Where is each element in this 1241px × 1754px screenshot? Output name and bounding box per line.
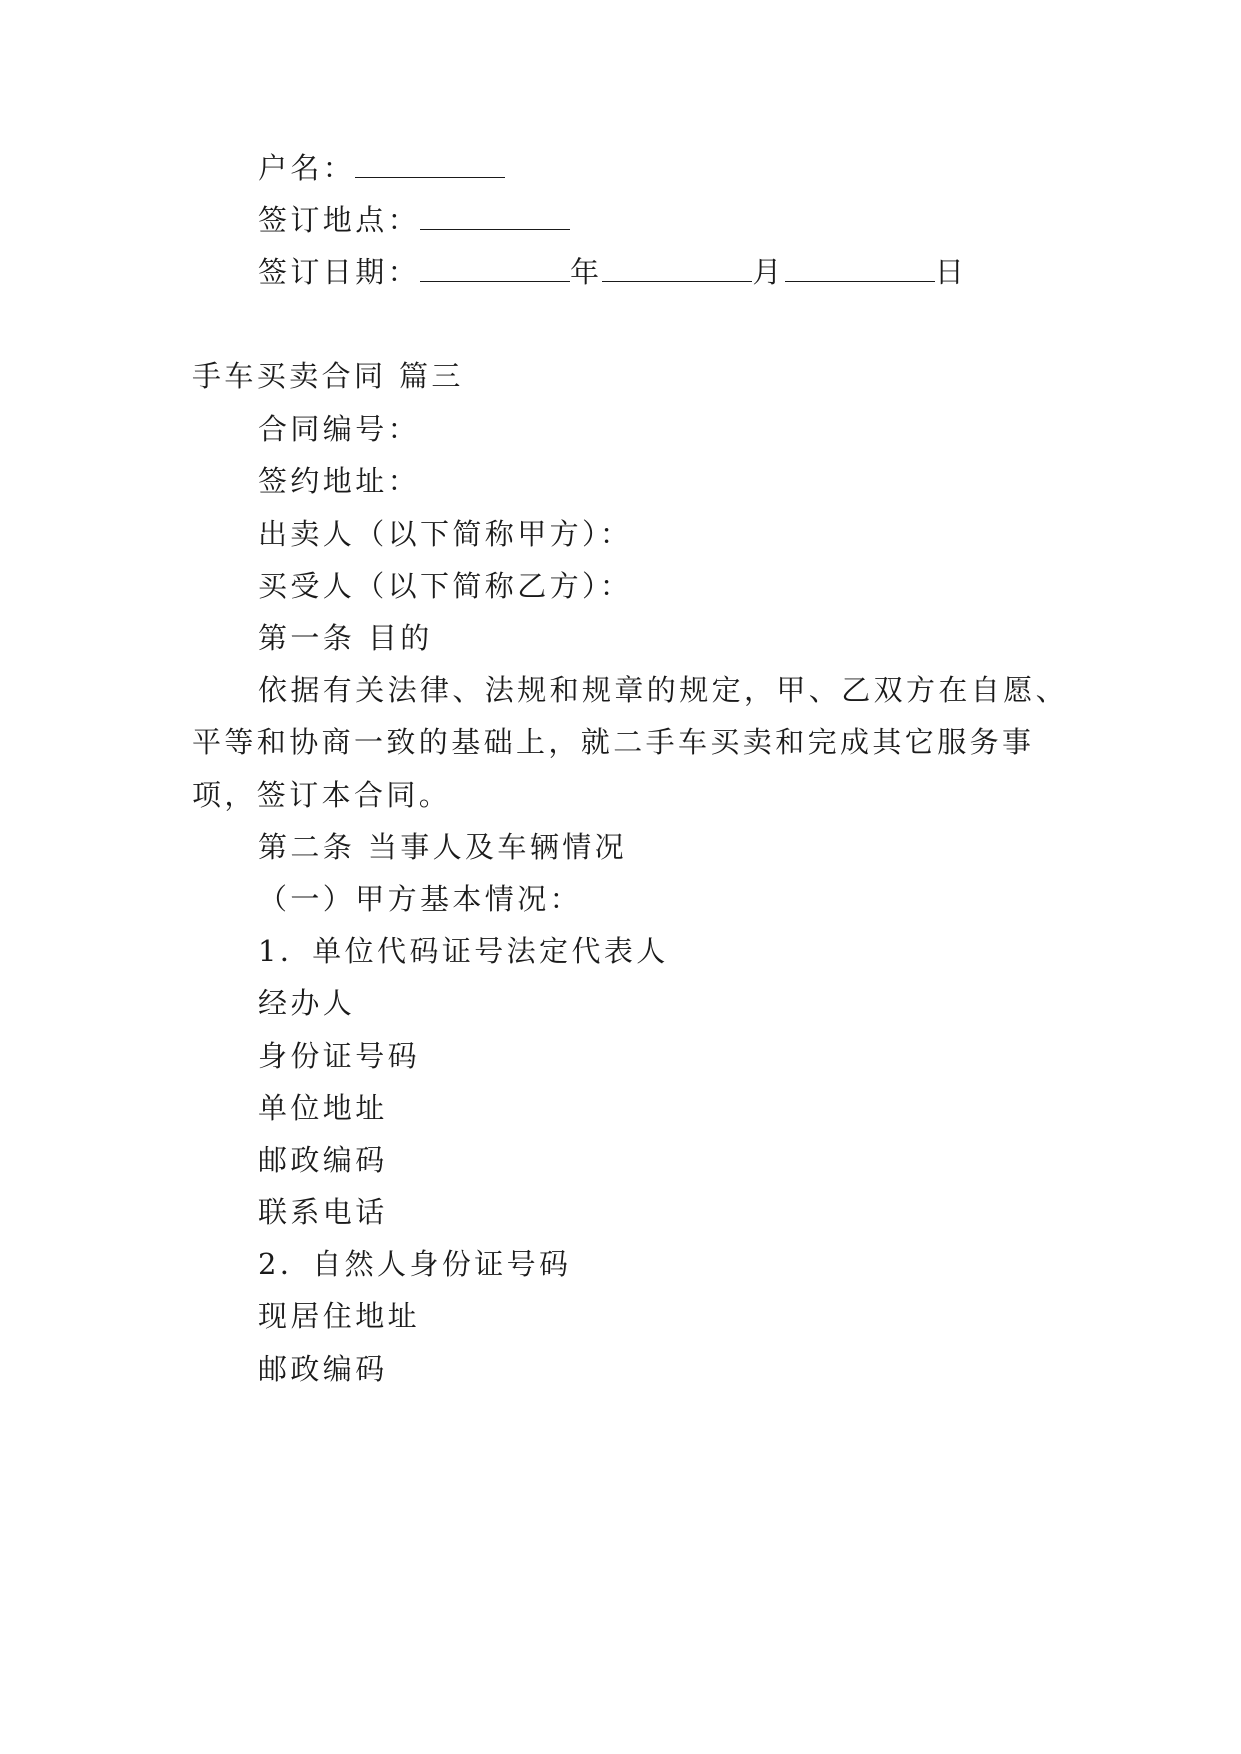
contract-title: 手车买卖合同 篇三 [192, 359, 464, 393]
month-label: 月 [752, 255, 785, 289]
account-name-label: 户名： [258, 151, 356, 185]
signing-place-blank [420, 207, 570, 230]
signing-place-label: 签订地点： [258, 203, 421, 237]
entity-info-line: 1．单位代码证号法定代表人 [258, 934, 669, 968]
id-number-label: 身份证号码 [258, 1039, 421, 1073]
buyer-label: 买受人（以下简称乙方）： [258, 569, 633, 603]
year-label: 年 [570, 255, 603, 289]
article1-heading: 第一条 目的 [258, 621, 433, 655]
phone-label: 联系电话 [258, 1195, 388, 1229]
day-label: 日 [934, 255, 968, 289]
article1-paragraph-line-2: 平等和协商一致的基础上，就二手车买卖和完成其它服务事 [192, 725, 1035, 759]
party-a-heading: （一）甲方基本情况： [258, 882, 583, 916]
account-name-blank [355, 155, 505, 178]
article2-heading: 第二条 当事人及车辆情况 [258, 830, 628, 864]
article1-paragraph-line-3: 项，签订本合同。 [192, 778, 452, 812]
signing-date-row [258, 255, 968, 289]
natural-person-line: 2．自然人身份证号码 [258, 1247, 572, 1281]
current-address-label: 现居住地址 [258, 1299, 421, 1333]
postal-code-label: 邮政编码 [258, 1143, 388, 1177]
day-blank [785, 259, 935, 282]
month-blank [602, 259, 752, 282]
account-name-row [258, 151, 505, 185]
signing-address-label: 签约地址： [258, 464, 421, 498]
article1-paragraph-line-1: 依据有关法律、法规和规章的规定，甲、乙双方在自愿、 [258, 673, 1069, 707]
agent-label: 经办人 [258, 986, 356, 1020]
contract-number-label: 合同编号： [258, 412, 421, 446]
signing-place-row [258, 203, 570, 237]
year-blank [420, 259, 570, 282]
unit-address-label: 单位地址 [258, 1091, 388, 1125]
seller-label: 出卖人（以下简称甲方）： [258, 517, 633, 551]
signing-date-label: 签订日期： [258, 255, 421, 289]
postal-code-label-2: 邮政编码 [258, 1352, 388, 1386]
